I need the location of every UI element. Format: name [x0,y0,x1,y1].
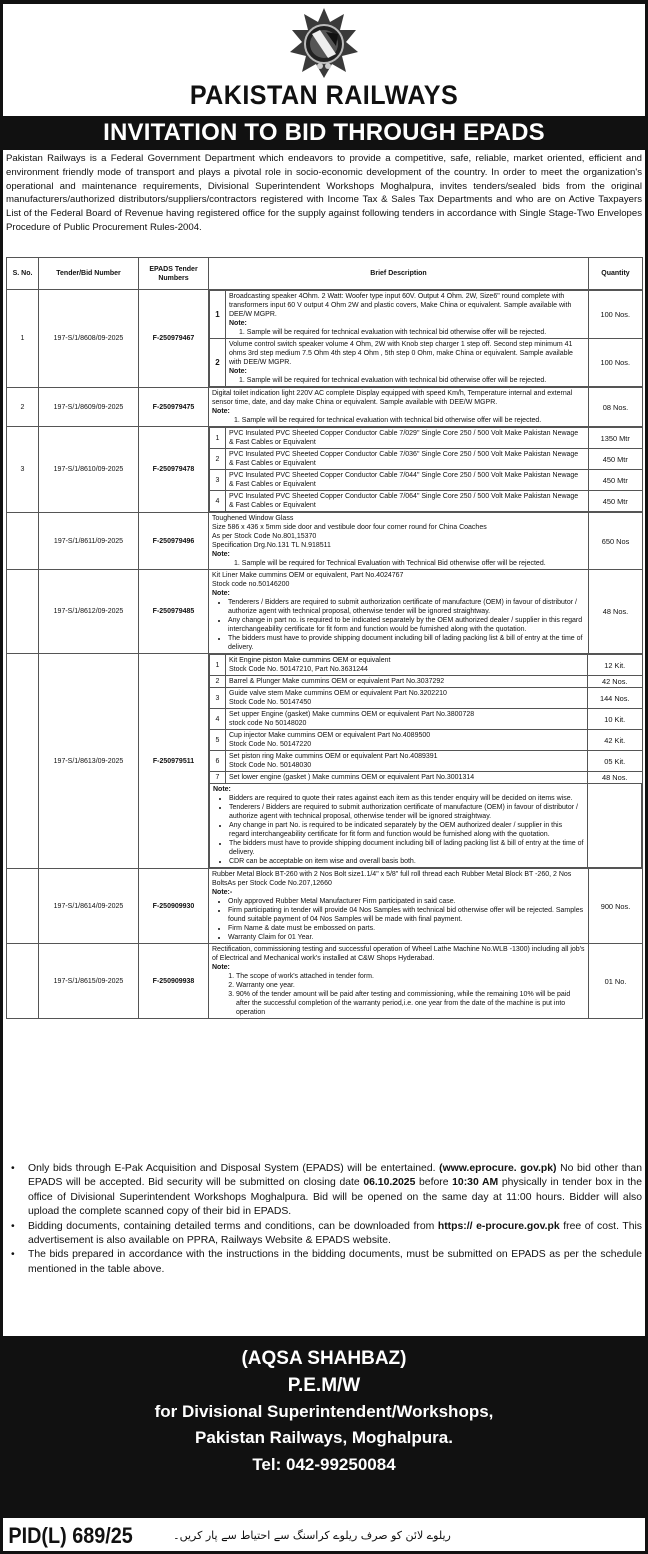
serial-number: 3 [7,427,39,513]
pakistan-railways-emblem-icon [286,6,362,82]
quantity: 900 Nos. [589,869,643,944]
sub-item-row [210,291,643,339]
sub-item-text: Set upper Engine (gasket) Make cummins OEM or equivalent Part No.3800728 [229,711,475,718]
description-text: Digital toilet indication light 220V AC complete Display equipped with speed Km/h, Temperature internal and external sensor time, date, and day make China or equivalent. Sample available with DEE/W MGPR. [212,390,573,406]
sub-item-description [226,655,588,676]
note-text: 1. Sample will be required for technical evaluation with technical bid otherwise offer will be rejected. [239,329,547,336]
instruction-item [6,1220,642,1249]
instruction-text: The bids prepared in accordance with the instructions in the bidding documents, must be submitted on EPADS as per the schedule mentioned in the table above. [28,1249,642,1275]
serial-number [7,513,39,570]
sub-item-row [210,491,643,512]
sub-item-index: 1 [210,428,226,449]
banner-title: INVITATION TO BID THROUGH EPADS [3,116,645,150]
sub-item-description [226,470,589,491]
sub-item-quantity: 1350 Mtr [588,428,642,449]
note-label: Note: [229,368,247,375]
notes-cell [210,784,588,868]
sub-item-index: 4 [210,491,226,512]
note-text: 1. Sample will be required for technical evaluation with technical bid otherwise offer will be rejected. [239,377,547,384]
sub-item-quantity: 42 Kit. [588,730,642,751]
note-bullet: • Tenderers / Bidders are required to submit authorization certificate of manufacture (OEM) in favour of distributor / authorize agent with technical proposal, otherwise tender will be ignored straightway. [229,803,584,821]
header-epads-number: EPADS Tender Numbers [139,258,209,290]
sub-item-text: Volume control switch speaker volume 4 Ohm, 2W with Knob step charger 1 step off. Second step minimum 41 ohms 3rd step medium 7.5 Ohm 4th step 4 Ohm , 5th step 0 Ohm, make China or equivalent. Sample available with DEE/W MGPR. [229,341,573,366]
note-bullet: • Tenderers / Bidders are required to submit authorization certificate of manufacture (OEM) in favour of distributor / authorize agent with technical proposal, otherwise tender will be ignored straightway. [228,598,585,616]
sub-item-quantity: 144 Nos. [588,688,642,709]
sub-item-text: Set piston ring Make cummins OEM or equivalent Part No.4089391 [229,753,438,760]
quantity: 650 Nos [589,513,643,570]
note-label: Note: [212,964,230,971]
sub-items-table [209,427,642,512]
tender-row [7,513,643,570]
description-line: As per Stock Code No.801,15370 [212,533,317,540]
header-tender-number: Tender/Bid Number [39,258,139,290]
note-bullet: • Warranty Claim for 01 Year. [228,933,585,942]
signatory-telephone: Tel: 042-99250084 [252,1455,396,1474]
sub-items-table [209,654,642,868]
header-quantity: Quantity [589,258,643,290]
note-bullets [212,897,585,942]
epads-tender-number: F-250909938 [139,944,209,1019]
sub-item-index: 5 [210,730,226,751]
tender-bid-number: 197-S/1/8614/09-2025 [39,869,139,944]
sub-item-index: 1 [210,655,226,676]
sub-item-row [210,730,642,751]
sub-item-text: Set lower engine (gasket ) Make cummins OEM or equivalent Part No.3001314 [229,774,475,781]
bullet-icon: • [11,1220,15,1232]
sub-item-quantity: 10 Kit. [588,709,642,730]
sub-item-text: Stock Code No. 50147220 [229,741,312,748]
emphasized-text: 06.10.2025 [363,1177,416,1189]
sub-item-description [226,772,588,784]
note-bullet: • Any change in part no. is required to be indicated separately by the OEM authorized dealer / supplier in this regard interchangeability certificate for fit form and function would be furnished along with the quotation. [228,616,585,634]
sub-item-text: Stock Code No. 50147210, Part No.3631244 [229,666,368,673]
note-bullet: • Firm participating in tender will provide 04 Nos Samples with technical bid otherwise offer will be rejected. Samples found suitable payment of 04 Nos Samples will be made with final payment. [228,906,585,924]
signatory-designation: P.E.M/W [287,1375,361,1396]
sub-item-row [210,339,643,387]
quantity: 48 Nos. [589,570,643,654]
sub-item-index: 2 [210,339,226,387]
sub-item-text: PVC Insulated PVC Sheeted Copper Conductor Cable 7/029" Single Core 250 / 500 Volt Make Pakistan Newage & Fast Cables or Equivalent [229,430,579,446]
sub-item-quantity: 12 Kit. [588,655,642,676]
tender-bid-number: 197-S/1/8609/09-2025 [39,388,139,427]
brief-description [209,427,643,513]
sub-item-quantity: 100 Nos. [588,291,642,339]
sub-item-quantity: 450 Mtr [588,470,642,491]
note-bullet: • Any change in part No. is required to be indicated separately by the OEM authorized dealer / supplier in this regard interchangeability certificate for fit form and function would be furnished along with the quotation. [229,821,584,839]
sub-item-description [226,339,589,387]
tender-bid-number: 197-S/1/8612/09-2025 [39,570,139,654]
sub-item-quantity: 05 Kit. [588,751,642,772]
sub-item-row [210,449,643,470]
note-label: Note: [212,590,230,597]
sub-item-text: Stock Code No. 50148030 [229,762,312,769]
epads-tender-number: F-250979496 [139,513,209,570]
signature-block [3,1336,645,1518]
sub-item-text: Stock Code No. 50147450 [229,699,312,706]
sub-item-index: 4 [210,709,226,730]
tender-bid-number: 197-S/1/8608/09-2025 [39,290,139,388]
note-bullet: • The bidders must have to provide shipping document including bill of lading packing list & bill of entry at the time of delivery. [229,839,584,857]
sub-item-row [210,709,642,730]
epads-tender-number: F-250979485 [139,570,209,654]
serial-number [7,654,39,869]
notes-row [210,784,642,868]
instruction-text: No bid other than EPADS will be accepted. Bid security will be submitted on closing date [28,1163,642,1189]
note-bullet: • Firm Name & date must be embossed on parts. [228,924,585,933]
note-text: 1. Sample will be required for Technical Evaluation with Technical Bid otherwise offer will be rejected. [234,560,546,567]
sub-item-row [210,655,642,676]
serial-number [7,570,39,654]
tender-row [7,427,643,513]
note-numbered-list [212,972,585,1017]
header-brief-description: Brief Description [209,258,589,290]
bullet-icon: • [11,1249,15,1261]
tender-bid-number: 197-S/1/8615/09-2025 [39,944,139,1019]
sub-item-index: 2 [210,449,226,470]
note-bullet: • The bidders must have to provide shipping document including bill of lading packing list & bill of entry at the time of delivery. [228,634,585,652]
tender-row [7,570,643,654]
sub-item-index: 6 [210,751,226,772]
description-line: Toughened Window Glass [212,515,294,522]
sub-item-description [226,676,588,688]
sub-items-table [209,290,642,387]
sub-item-description [226,491,589,512]
sub-item-row [210,470,643,491]
note-numbered-item: 2. Warranty one year. [236,981,585,990]
sub-item-index: 3 [210,470,226,491]
sub-item-text: stock code No 50148020 [229,720,307,727]
sub-item-text: Barrel & Plunger Make cummins OEM or equivalent Part No.3037292 [229,678,445,685]
emphasized-text: (www.eprocure. gov.pk) [439,1163,557,1174]
brief-description [209,869,589,944]
table-header-row [7,258,643,290]
description-line: Stock code no.50146200 [212,581,290,588]
note-label: Note: [213,786,231,793]
description-line: Specification Drg.No.131 TL N.918511 [212,542,331,549]
serial-number: 2 [7,388,39,427]
pid-number: PID(L) 689/25 [8,1522,133,1548]
brief-description [209,654,643,869]
note-label: Note:- [212,889,233,896]
tender-row [7,654,643,869]
sub-item-text: Kit Engine piston Make cummins OEM or equivalent [229,657,391,664]
description-line: Kit Liner Make cummins OEM or equivalent, Part No.4024767 [212,572,404,579]
sub-item-quantity: 48 Nos. [588,772,642,784]
sub-item-index: 3 [210,688,226,709]
instruction-text: Bidding documents, containing detailed terms and conditions, can be downloaded from [28,1220,438,1232]
serial-number [7,869,39,944]
sub-item-quantity: 450 Mtr [588,449,642,470]
sub-item-description [226,688,588,709]
epads-tender-number: F-250979475 [139,388,209,427]
sub-item-text: Cup injector Make cummins OEM or equivalent Part No.4089500 [229,732,431,739]
sub-item-index: 1 [210,291,226,339]
instruction-text: Only bids through E-Pak Acquisition and Disposal System (EPADS) will be entertained. [28,1163,440,1174]
epads-tender-number: F-250909930 [139,869,209,944]
instruction-item [6,1248,642,1277]
brief-description [209,944,589,1019]
note-label: Note: [212,551,230,558]
empty-quantity-cell [588,784,642,868]
sub-item-description [226,428,589,449]
logo-area [0,6,648,82]
signatory-location: Pakistan Railways, Moghalpura. [195,1428,453,1447]
epads-tender-number: F-250979467 [139,290,209,388]
signatory-office: for Divisional Superintendent/Workshops, [154,1402,494,1421]
sub-item-description [226,709,588,730]
description-line: Size 586 x 436 x 5mm side door and vestibule door four corner round for China Coaches [212,524,487,531]
instruction-text: physically in tender box in the office of Divisional Superintendent Workshops Moghalpura. Bid will be opened on the same day at 11:00 hours. Bidder will also upload the complete scanned copy of their bid in EPADS. [28,1177,642,1218]
description-line: Rectification, commissioning testing and successful operation of Wheel Lathe Machine No.WLB -1300) including all job's of Electrical and Mechanical work's installed at C&W Shops Hyderabad. [212,946,585,962]
sub-item-description [226,751,588,772]
note-bullet: • Only approved Rubber Metal Manufacturer Firm participated in said case. [228,897,585,906]
sub-item-row [210,751,642,772]
instruction-text: before [415,1177,453,1189]
sub-item-description [226,730,588,751]
tender-row [7,290,643,388]
serial-number [7,944,39,1019]
sub-item-text: PVC Insulated PVC Sheeted Copper Conductor Cable 7/036" Single Core 250 / 500 Volt Make Pakistan Newage & Fast Cables or Equivalent [229,451,579,467]
tender-bid-number: 197-S/1/8610/09-2025 [39,427,139,513]
note-bullet: • Bidders are required to quote their rates against each item as this tender enquiry will be decided on items wise. [229,794,584,803]
epads-tender-number: F-250979478 [139,427,209,513]
organization-title: PAKISTAN RAILWAYS [189,80,459,110]
brief-description [209,513,589,570]
sub-item-text: Broadcasting speaker 4Ohm. 2 Watt: Woofer type input 60V. Output 4 Ohm. 2W, Size6" round complete with transformers input 60 V output 4 Ohm 2W and plastic covers, Make China or equivalent. Sample available with DEE/W MGPR. [229,293,572,318]
brief-description [209,388,589,427]
signatory-name: (AQSA SHAHBAZ) [241,1348,407,1369]
note-bullet: • CDR can be acceptable on item wise and overall basis both. [229,857,584,866]
tender-bid-number: 197-S/1/8611/09-2025 [39,513,139,570]
instruction-item [6,1162,642,1220]
quantity: 01 No. [589,944,643,1019]
sub-item-index: 2 [210,676,226,688]
instructions-list [6,1162,642,1277]
sub-item-row [210,772,642,784]
urdu-safety-notice: ریلوے لائن کو صرف ریلوے کراسنگ سے احتیاط سے پار کریں۔ [173,1529,451,1542]
sub-item-text: Guide valve stem Make cummins OEM or equivalent Part No.3202210 [229,690,447,697]
emphasized-text: https:// e-procure.gov.pk [437,1220,560,1232]
note-numbered-item: 1. The scope of work's attached in tender form. [236,972,585,981]
note-label: Note: [229,320,247,327]
brief-description [209,290,643,388]
note-text: 1. Sample will be required for technical evaluation with technical bid otherwise offer will be rejected. [234,417,542,424]
sub-item-index: 7 [210,772,226,784]
sub-item-quantity: 42 Nos. [588,676,642,688]
tender-row [7,944,643,1019]
brief-description [209,570,589,654]
emphasized-text: 10:30 AM [452,1177,499,1189]
tender-table [6,257,643,1019]
serial-number: 1 [7,290,39,388]
tender-row [7,388,643,427]
sub-item-description [226,291,589,339]
note-numbered-item: 3. 90% of the tender amount will be paid after testing and commissioning, while the remaining 10% will be paid after the successful completion of the warranty period,i.e. one year from the date of the machine is put into operation [236,990,585,1017]
sub-item-row [210,676,642,688]
intro-paragraph: Pakistan Railways is a Federal Government Department which endeavors to provide a competitive, safe, reliable, market oriented, efficient and environment friendly mode of transport and plays a pivotal role in socio-economic development of the country. In order to meet the organization's operational and maintenance requirements, Divisional Superintendent Workshops Moghalpura, invites tenders/sealed bids from the original manufacturers/authorized distributors/suppliers/contractors registered with Income Tax & Sales Tax Departments and who are on Active Taxpayers List of the Federal Board of Revenue having registered office for the supply against following tenders in accordance with Single Stage-Two Envelopes Procedure of Public Procurement Rules-2004. [6,153,642,233]
header-sno: S. No. [7,258,39,290]
quantity: 08 Nos. [589,388,643,427]
tender-row [7,869,643,944]
note-bullets [213,794,584,866]
sub-item-row [210,688,642,709]
epads-tender-number: F-250979511 [139,654,209,869]
instruction-text: free of cost. This advertisement is also available on PPRA, Railways Website & EPADS website. [28,1220,642,1247]
sub-item-row [210,428,643,449]
description-line: Rubber Metal Block BT-260 with 2 Nos Bolt size1.1/4" x 5/8" full roll thread each Rubber Metal Block BT -260, 2 Nos BoltsAs per Stock Code No.207,12660 [212,871,572,887]
sub-item-text: PVC Insulated PVC Sheeted Copper Conductor Cable 7/044" Single Core 250 / 500 Volt Make Pakistan Newage & Fast Cables or Equivalent [229,472,579,488]
note-bullets [212,598,585,652]
sub-item-description [226,449,589,470]
sub-item-text: PVC Insulated PVC Sheeted Copper Conductor Cable 7/064" Single Core 250 / 500 Volt Make Pakistan Newage & Fast Cables or Equivalent [229,493,579,509]
tender-bid-number: 197-S/1/8613/09-2025 [39,654,139,869]
bullet-icon: • [11,1163,15,1174]
sub-item-quantity: 100 Nos. [588,339,642,387]
footer [3,1520,645,1551]
note-label: Note: [212,408,230,415]
sub-item-quantity: 450 Mtr [588,491,642,512]
